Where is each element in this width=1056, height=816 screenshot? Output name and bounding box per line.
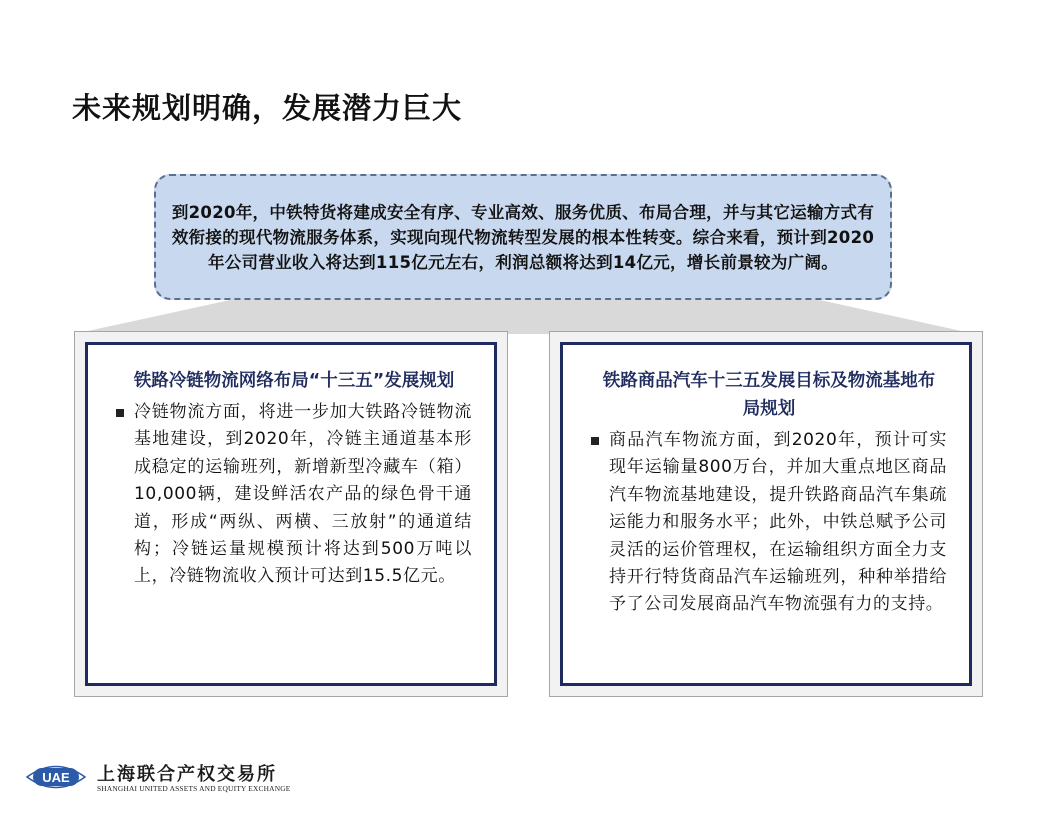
vehicle-logistics-card-text: 商品汽车物流方面，到2020年，预计可实现年运输量800万台，并加大重点地区商品汽车物流基地建设，提升铁路商品汽车集疏运能力和服务水平；此外，中铁总赋予公司灵活的运价管理权，在运输组织方面全力支持开行特货商品汽车运输班列，种种举措给予了公司发展商品汽车物流强有力的支持。 (609, 430, 947, 615)
cold-chain-card-title: 铁路冷链物流网络布局“十三五”发展规划 (133, 371, 455, 391)
summary-box (154, 174, 892, 300)
cold-chain-card (74, 331, 508, 697)
cold-chain-card-text: 冷链物流方面，将进一步加大铁路冷链物流基地建设，到2020年，冷链主通道基本形成稳定的运输班列，新增新型冷藏车（箱）10,000辆，建设鲜活农产品的绿色骨干通道，形成“两纵、两横、三放射”的通道结构；冷链运量规模预计将达到500万吨以上，冷链物流收入预计可达到15.5亿元。 (134, 402, 472, 587)
cold-chain-card-inner (85, 342, 497, 686)
vehicle-logistics-card (549, 331, 983, 697)
summary-text: 到2020年，中铁特货将建成安全有序、专业高效、服务优质、布局合理，并与其它运输方式有效衔接的现代物流服务体系，实现向现代物流转型发展的根本性转变。综合来看，预计到2020年公司营业收入将达到115亿元左右，利润总额将达到14亿元，增长前景较为广阔。 (171, 202, 875, 272)
vehicle-logistics-card-title: 铁路商品汽车十三五发展目标及物流基地布局规划 (602, 371, 936, 419)
page-title: 未来规划明确，发展潜力巨大 (72, 91, 463, 125)
vehicle-logistics-card-inner (560, 342, 972, 686)
square-bullet-icon (591, 437, 599, 445)
footer-org-name: 上海联合产权交易所 (97, 764, 277, 785)
cold-chain-card-body (116, 399, 472, 591)
square-bullet-icon (116, 409, 124, 417)
footer-org-name-en: SHANGHAI UNITED ASSETS AND EQUITY EXCHANGE (97, 784, 291, 793)
uae-logo-icon (24, 760, 88, 794)
logo-text: UAE (42, 770, 70, 785)
vehicle-logistics-card-body (591, 427, 947, 619)
